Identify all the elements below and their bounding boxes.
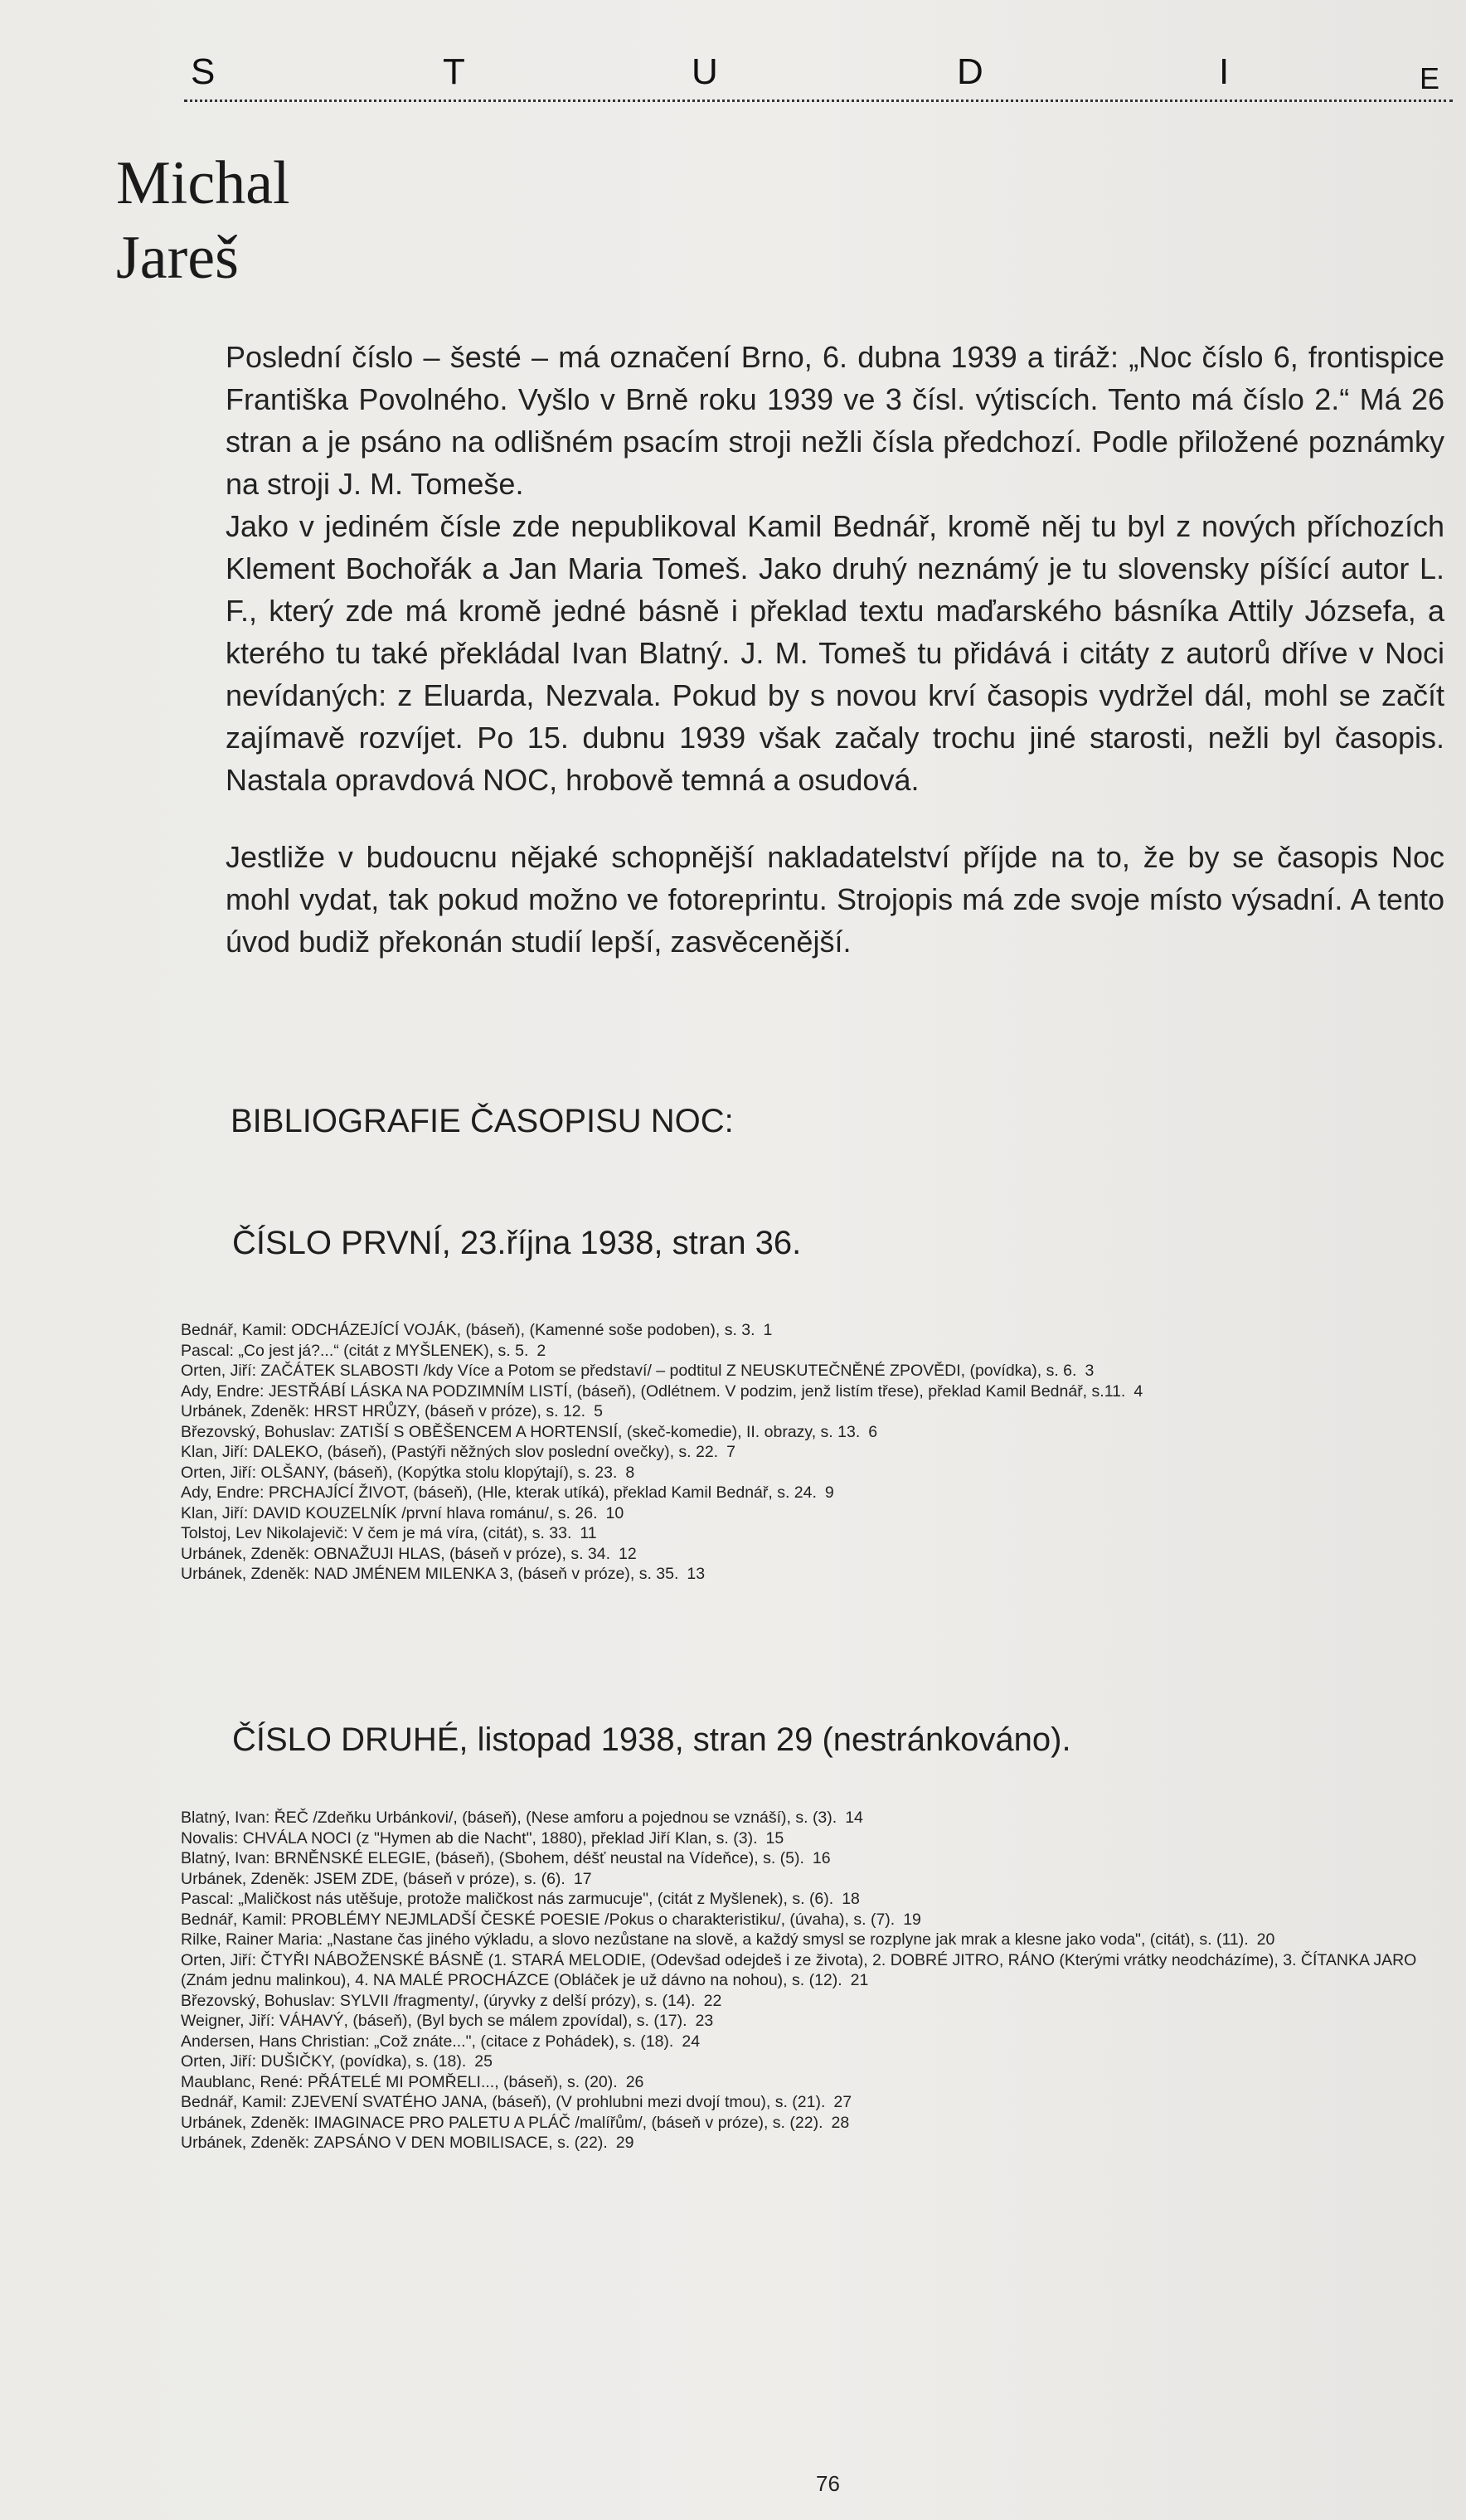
list-item: Urbánek, Zdeněk: IMAGINACE PRO PALETU A PLÁČ /malířům/, (báseň v próze), s. (22). 28 bbox=[181, 2113, 850, 2132]
issue-title: ČÍSLO PRVNÍ, 23.října 1938, stran 36. bbox=[232, 1225, 802, 1261]
header-letter: I bbox=[1219, 51, 1231, 92]
list-item: Bednář, Kamil: ZJEVENÍ SVATÉHO JANA, (báseň), (V prohlubni mezi dvojí tmou), s. (21). 27 bbox=[181, 2093, 852, 2111]
section-header bbox=[184, 51, 1453, 109]
section-header-letters bbox=[184, 51, 1453, 96]
list-item: Urbánek, Zdeněk: NAD JMÉNEM MILENKA 3, (báseň v próze), s. 35. 13 bbox=[181, 1565, 706, 1583]
page-number: 76 bbox=[816, 2471, 840, 2496]
list-item: Novalis: CHVÁLA NOCI (z "Hymen ab die Nacht", 1880), překlad Jiří Klan, s. (3). 15 bbox=[181, 1828, 784, 1848]
list-item: Blatný, Ivan: ŘEČ /Zdeňku Urbánkovi/, (báseň), (Nese amforu a pojednou se vznáší), s. (3). 14 bbox=[181, 1809, 863, 1827]
list-item: Orten, Jiří: OLŠANY, (báseň), (Kopýtka stolu klopýtají), s. 23. 8 bbox=[181, 1463, 635, 1482]
list-item: Blatný, Ivan: BRNĚNSKÉ ELEGIE, (báseň), (Sbohem, déšť neustal na Vídeňce), s. (5). 16 bbox=[181, 1849, 831, 1867]
list-item: Weigner, Jiří: VÁHAVÝ, (báseň), (Byl bych se málem zpovídal), s. (17). 23 bbox=[181, 2012, 714, 2030]
author-last-name: Jareš bbox=[116, 224, 239, 292]
list-item: Andersen, Hans Christian: „Což znáte...", (citace z Pohádek), s. (18). 24 bbox=[181, 2032, 701, 2051]
list-item: Urbánek, Zdeněk: HRST HRŮZY, (báseň v próze), s. 12. 5 bbox=[181, 1402, 603, 1420]
list-item: Orten, Jiří: DUŠIČKY, (povídka), s. (18). 25 bbox=[181, 2052, 493, 2071]
bibliography-title: BIBLIOGRAFIE ČASOPISU NOC: bbox=[231, 1103, 734, 1139]
header-letter: E bbox=[1420, 61, 1441, 95]
intro-paragraph: Poslední číslo – šesté – má označení Brno, 6. dubna 1939 a tiráž: „Noc číslo 6, frontispice Františka Povolného. Vyšlo v Brně roku 1939 ve 3 čísl. výtiscích. Tento má číslo 2.“ Má 26 stran a je psáno na odlišném psacím stroji nežli čísla předchozí. Podle přiložené poznámky na stroji J. M. Tomeše. bbox=[226, 340, 1444, 501]
list-item: Orten, Jiří: ČTYŘI NÁBOŽENSKÉ BÁSNĚ (1. STARÁ MELODIE, (Odevšad odejdeš i ze života), 2. DOBRÉ JITRO, RÁNO (Kterými vrátky neodcházíme), 3. ČÍTANKA JARO (Znám jednu malinkou), 4. NA MALÉ PROCHÁZCE (Obláček je už dávno na nohou), s. (12). 21 bbox=[181, 1950, 1417, 1989]
list-item: Pascal: „Maličkost nás utěšuje, protože maličkost nás zarmucuje", (citát z Myšlenek), s. (6). 18 bbox=[181, 1890, 860, 1908]
intro-text bbox=[226, 336, 1444, 963]
list-item: Urbánek, Zdeněk: OBNAŽUJI HLAS, (báseň v próze), s. 34. 12 bbox=[181, 1544, 637, 1563]
author-first-name: Michal bbox=[116, 149, 290, 217]
list-item: Klan, Jiří: DAVID KOUZELNÍK /první hlava románu/, s. 26. 10 bbox=[181, 1503, 624, 1522]
list-item: Ady, Endre: JESTŘÁBÍ LÁSKA NA PODZIMNÍM LISTÍ, (báseň), (Odlétnem. V podzim, jenž listím třese), překlad Kamil Bednář, s.11. 4 bbox=[181, 1381, 1143, 1401]
list-item: Urbánek, Zdeněk: ZAPSÁNO V DEN MOBILISACE, s. (22). 29 bbox=[181, 2134, 634, 2152]
list-item: Březovský, Bohuslav: SYLVII /fragmenty/, (úryvky z delší prózy), s. (14). 22 bbox=[181, 1991, 722, 2010]
issue2-entries bbox=[181, 1808, 1433, 2153]
list-item: Bednář, Kamil: PROBLÉMY NEJMLADŠÍ ČESKÉ POESIE /Pokus o charakteristiku/, (úvaha), s. (7). 19 bbox=[181, 1910, 921, 1929]
intro-paragraph: Jestliže v budoucnu nějaké schopnější nakladatelství příjde na to, že by se časopis Noc mohl vydat, tak pokud možno ve fotoreprintu. Strojopis má zde svoje místo výsadní. A tento úvod budiž překonán studií lepší, zasvěcenější. bbox=[226, 840, 1444, 959]
list-item: Bednář, Kamil: ODCHÁZEJÍCÍ VOJÁK, (báseň), (Kamenné soše podoben), s. 3. 1 bbox=[181, 1321, 773, 1339]
list-item: Maublanc, René: PŘÁTELÉ MI POMŘELI..., (báseň), s. (20). 26 bbox=[181, 2072, 644, 2091]
header-letter: D bbox=[957, 51, 984, 92]
header-letter: U bbox=[692, 51, 719, 92]
list-item: Tolstoj, Lev Nikolajevič: V čem je má víra, (citát), s. 33. 11 bbox=[181, 1524, 597, 1542]
header-letter: T bbox=[443, 51, 466, 92]
intro-paragraph: Jako v jediném čísle zde nepublikoval Kamil Bednář, kromě něj tu byl z nových příchozích Klement Bochořák a Jan Maria Tomeš. Jako druhý neznámý je tu slovensky píšící autor L. F., který zde má kromě jedné básně i překlad textu maďarského básníka Attily Józsefa, a kterého tu také překládal Ivan Blatný. J. M. Tomeš tu přidává i citáty z autorů dříve v Noci nevídaných: z Eluarda, Nezvala. Pokud by s novou krví časopis vydržel dál, mohl se začít zajímavě rozvíjet. Po 15. dubnu 1939 však začaly trochu jiné starosti, nežli byl časopis. Nastala opravdová NOC, hrobově temná a osudová. bbox=[226, 509, 1444, 797]
list-item: Rilke, Rainer Maria: „Nastane čas jiného výkladu, a slovo nezůstane na slově, a každý smysl se rozplyne jak mrak a klesne jako voda", (citát), s. (11). 20 bbox=[181, 1930, 1275, 1949]
list-item: Pascal: „Co jest já?...“ (citát z MYŠLENEK), s. 5. 2 bbox=[181, 1341, 546, 1360]
list-item: Orten, Jiří: ZAČÁTEK SLABOSTI /kdy Více a Potom se představí/ – podtitul Z NEUSKUTEČNĚNÉ ZPOVĚDI, (povídka), s. 6. 3 bbox=[181, 1362, 1095, 1380]
list-item: Ady, Endre: PRCHAJÍCÍ ŽIVOT, (báseň), (Hle, kterak utíká), překlad Kamil Bednář, s. 24. 9 bbox=[181, 1483, 834, 1502]
issue-title: ČÍSLO DRUHÉ, listopad 1938, stran 29 (nestránkováno). bbox=[232, 1721, 1071, 1758]
author-name bbox=[116, 146, 290, 295]
issue1-entries bbox=[181, 1320, 1433, 1585]
list-item: Klan, Jiří: DALEKO, (báseň), (Pastýři něžných slov poslední ovečky), s. 22. 7 bbox=[181, 1443, 735, 1461]
header-dotted-rule bbox=[184, 100, 1453, 102]
list-item: Urbánek, Zdeněk: JSEM ZDE, (báseň v próze), s. (6). 17 bbox=[181, 1869, 592, 1888]
list-item: Březovský, Bohuslav: ZATIŠÍ S OBĚŠENCEM A HORTENSIÍ, (skeč-komedie), II. obrazy, s. 13. 6 bbox=[181, 1422, 878, 1441]
header-letter: S bbox=[191, 51, 216, 92]
